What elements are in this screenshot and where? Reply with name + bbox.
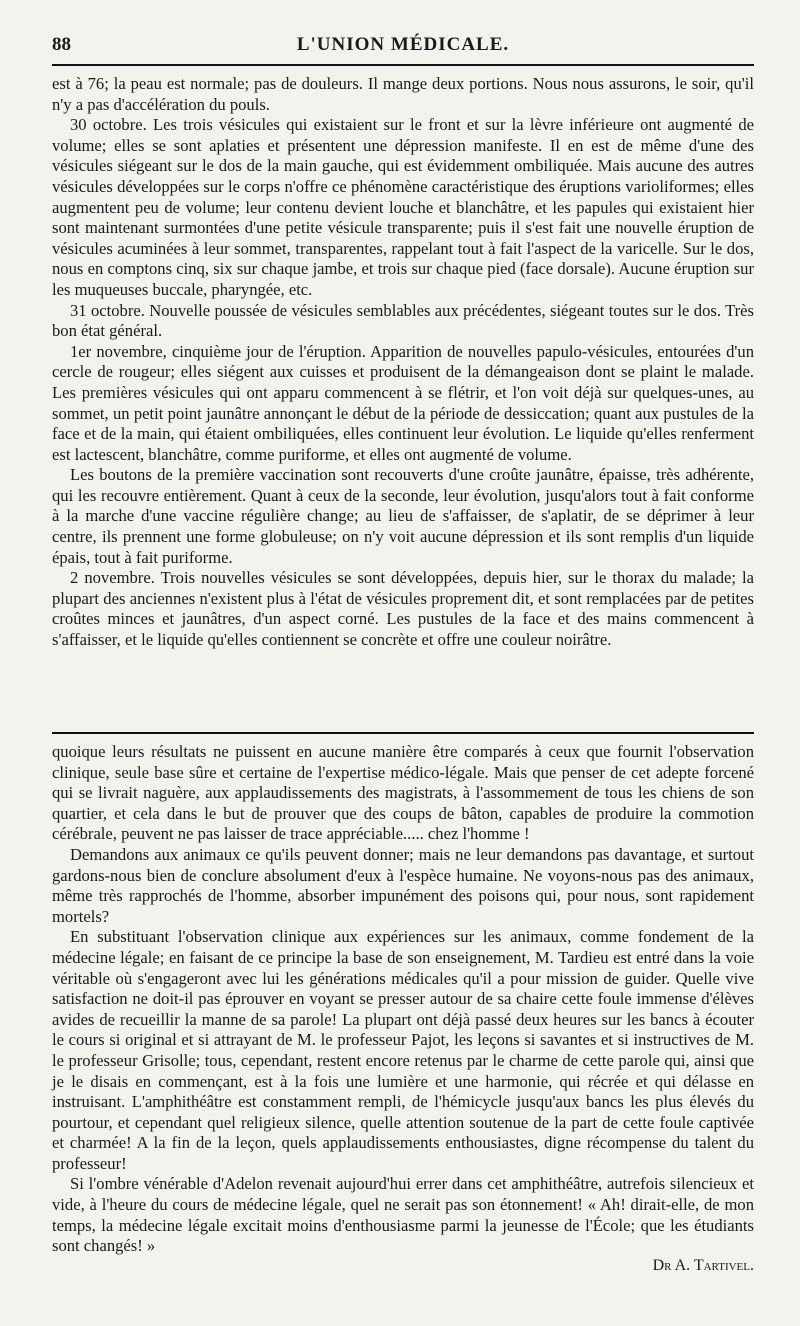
journal-title: L'UNION MÉDICALE. — [296, 34, 510, 55]
page-number: 88 — [52, 34, 71, 55]
author-signature: Dr A. Tartivel. — [652, 1256, 754, 1274]
header-rule — [52, 64, 754, 66]
paragraph: quoique leurs résultats ne puissent en aucune manière être comparés à ceux que fournit l'observation clinique, seule base sûre et certaine de l'expertise médico-légale. Mais que penser de cet adepte forcené qui se livrait naguère, aux applaudissements des magistrats, à l'assommement de tous les chiens de son quartier, et cela dans le but de prouver que des coups de bâton, capables de produire la commotion cérébrale, peuvent ne pas laisser de trace appréciable..... chez l'homme ! — [52, 742, 754, 844]
paragraph: est à 76; la peau est normale; pas de douleurs. Il mange deux portions. Nous nous assurons, le soir, qu'il n'y a pas d'accélération du pouls. — [52, 74, 754, 114]
paragraph: Demandons aux animaux ce qu'ils peuvent donner; mais ne leur demandons pas davantage, et surtout gardons-nous bien de conclure absolument d'eux à l'espèce humaine. Ne voyons-nous pas des animaux, même très rapprochés de l'homme, absorber impunément des poisons qui, pour nous, sont rapidement mortels? — [52, 844, 754, 926]
paragraph: 1er novembre, cinquième jour de l'éruption. Apparition de nouvelles papulo-vésicules, entourées d'un cercle de rougeur; elles siégent aux cuisses et produisent de la démangeaison dont se plaint le malade. Les premières vésicules qui ont apparu commencent à se flétrir, et l'on voit déjà sur quelques-unes, au sommet, un petit point jaunâtre annonçant le début de la période de dessiccation; quant aux pustules de la face et de la main, qui étaient ombiliquées, elles continuent leur évolution. Le liquide qu'elles renferment est lactescent, blanchâtre, comme puriforme, et elles ont augmenté de volume. — [52, 341, 754, 464]
paragraph: 30 octobre. Les trois vésicules qui existaient sur le front et sur la lèvre inférieure ont augmenté de volume; elles se sont aplaties et présentent une dépression manifeste. Il en est de même d'une des vésicules siégeant sur le dos de la main gauche, qui est évidemment ombiliquée. Mais aucune des autres vésicules développées sur le corps n'offre ce phénomène caractéristique des éruptions varioliformes; elles augmentent peu de volume; leur contenu devient louche et blanchâtre, et les papules qui existaient hier sont maintenant surmontées d'une petite vésicule transparente; puis il s'est fait une nouvelle éruption de vésicules acuminées à leur sommet, transparentes, rappelant tout à fait l'aspect de la varicelle. Sur le dos, nous en comptons cinq, six sur chaque jambe, et trois sur chaque pied (face dorsale). Aucune éruption sur les muqueuses buccale, pharyngée, etc. — [52, 115, 754, 299]
clinical-observation-section — [52, 74, 754, 651]
paragraph: Les boutons de la première vaccination sont recouverts d'une croûte jaunâtre, épaisse, très adhérente, qui les recouvre entièrement. Quant à ceux de la seconde, leur évolution, jusqu'alors tout à fait conforme à la marche d'une vaccine régulière change; au lieu de s'affaisser, de s'aplatir, de se déprimer à leur centre, ils prennent une forme globuleuse; on n'y voit aucune dépression et ils sont remplis d'un liquide épais, tout à fait puriforme. — [52, 465, 754, 567]
paragraph: En substituant l'observation clinique aux expériences sur les animaux, comme fondement de la médecine légale; en faisant de ce principe la base de son enseignement, M. Tardieu est entré dans la voie véritable où s'engageront avec lui les générations médicales qu'il a pour mission de guider. Quelle vive satisfaction ne doit-il pas éprouver en voyant se presser autour de sa chaire cette foule immense d'élèves avides de recueillir la manne de sa parole! La plupart ont déjà passé deux heures sur les bancs à écouter le cours si original et si attrayant de M. le professeur Pajot, les leçons si savantes et si instructives de M. le professeur Grisolle; tous, cependant, restent encore retenus par le charme de cette parole qui, ainsi que je le disais en commençant, est à la fois une lumière et une harmonie, qui récrée et qui délasse en instruisant. L'amphithéâtre est constamment rempli, de l'hémicycle jusqu'aux bancs les plus élevés du pourtour, et cependant quel religieux silence, quelle attention soutenue de la part de cette foule captivée et charmée! A la fin de la leçon, quels applaudissements enthousiastes, digne récompense du talent du professeur! — [52, 927, 754, 1173]
paragraph: Si l'ombre vénérable d'Adelon revenait aujourd'hui errer dans cet amphithéâtre, autrefois silencieux et vide, à l'heure du cours de médecine légale, quel ne serait pas son étonnement! « Ah! dirait-elle, de mon temps, la médecine légale excitait moins d'enthousiasme parmi la jeunesse de l'École; que les étudiants sont changés! » — [52, 1174, 754, 1256]
paragraph: 2 novembre. Trois nouvelles vésicules se sont développées, depuis hier, sur le thorax du malade; la plupart des anciennes n'existent plus à l'état de vésicules proprement dit, et sont remplacées par de petites croûtes minces et jaunâtres, d'un aspect corné. Les pustules de la face et des mains commencent à s'affaisser, et le liquide qu'elles contiennent se concrète et offre une couleur noirâtre. — [52, 568, 754, 650]
paragraph: 31 octobre. Nouvelle poussée de vésicules semblables aux précédentes, siégeant toutes sur le dos. Très bon état général. — [52, 300, 754, 341]
section-divider — [52, 732, 754, 734]
feuilleton-section — [52, 742, 754, 1275]
page-header — [52, 34, 754, 58]
